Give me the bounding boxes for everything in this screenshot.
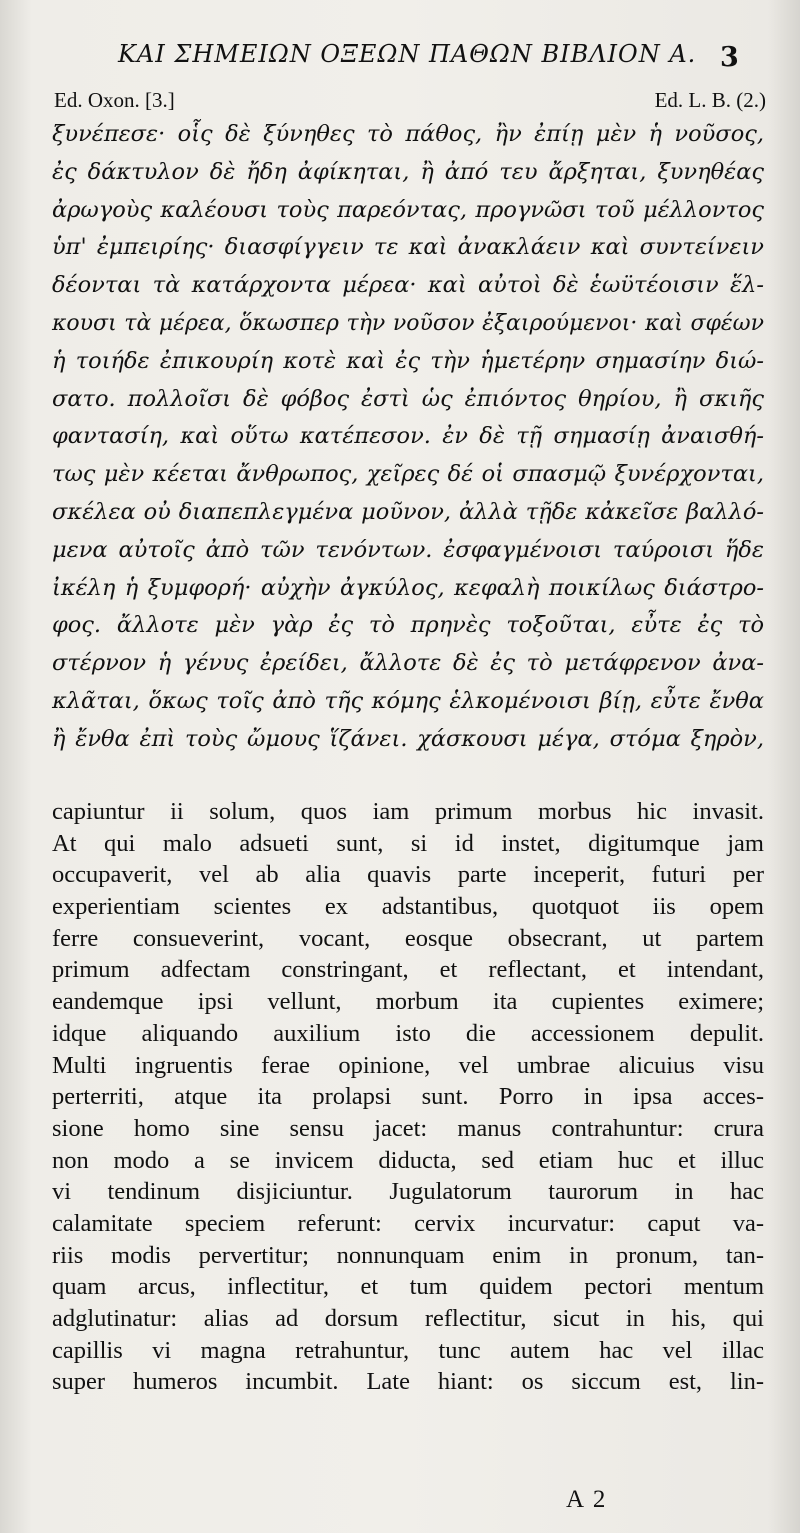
signature-mark: A 2 [566, 1486, 608, 1513]
page-number: 3 [720, 42, 739, 73]
latin-line: ferre consueverint, vocant, eosque obsecrant, ut partem [52, 924, 764, 952]
latin-line: Multi ingruentis ferae opinione, vel umbrae alicuius visu [52, 1051, 764, 1079]
greek-line: κουσι τὰ μέρεα, ὅκωσπερ τὴν νοῦσον ἐξαιρούμενοι· καὶ σφέων [52, 310, 764, 336]
latin-line: capiuntur ii solum, quos iam primum morbus hic invasit. [52, 798, 764, 825]
greek-line: ἢ ἔνθα ἐπὶ τοὺς ὤμους ἵζάνει. χάσκουσι μέγα, στόμα ξηρὸν, [52, 725, 764, 752]
greek-line: σκέλεα οὐ διαπεπλεγμένα μοῦνον, ἀλλὰ τῇδε κἀκεῖσε βαλλό- [52, 498, 764, 525]
running-head [0, 38, 800, 78]
greek-line: ἰκέλη ἡ ξυμφορή· αὐχὴν ἀγκύλος, κεφαλὴ ποικίλως διάστρο- [52, 574, 764, 601]
latin-line: perterriti, atque ita prolapsi sunt. Porro in ipsa acces- [52, 1083, 764, 1111]
latin-line: idque aliquando auxilium isto die accessionem depulit. [52, 1019, 764, 1047]
latin-translation [52, 796, 764, 1398]
latin-line: non modo a se invicem diducta, sed etiam huc et illuc [52, 1146, 764, 1174]
greek-line: κλᾶται, ὅκως τοῖς ἀπὸ τῆς κόμης ἑλκομένοισι βίῃ, εὖτε ἔνθα [52, 687, 764, 714]
latin-line: quam arcus, inflectitur, et tum quidem pectori mentum [52, 1273, 764, 1301]
latin-line: calamitate speciem referunt: cervix incurvatur: caput va- [52, 1209, 764, 1237]
latin-line: capillis vi magna retrahuntur, tunc autem hac vel illac [52, 1336, 764, 1364]
greek-line: ὑπ' ἐμπειρίης· διασφίγγειν τε καὶ ἀνακλάειν καὶ συντείνειν [52, 234, 764, 261]
latin-line: primum adfectam constringant, et reflectant, et intendant, [52, 956, 764, 984]
greek-text [52, 116, 764, 759]
leiden-edition-ref: Ed. L. B. (2.) [654, 88, 766, 112]
latin-line: adglutinatur: alias ad dorsum reflectitur, sicut in his, qui [52, 1305, 764, 1332]
latin-line: sione homo sine sensu jacet: manus contrahuntur: crura [52, 1114, 764, 1142]
greek-line: σατο. πολλοῖσι δὲ φόβος ἐστὶ ὡς ἐπιόντος θηρίου, ἢ σκιῆς [52, 385, 764, 412]
latin-line: occupaverit, vel ab alia quavis parte inceperit, futuri per [52, 861, 764, 889]
running-title: ΚΑΙ ΣΗΜΕΙΩΝ ΟΞΕΩΝ ΠΑΘΩΝ ΒΙΒΛΙΟΝ Α. [118, 40, 697, 68]
latin-line: experientiam scientes ex adstantibus, quotquot iis opem [52, 893, 764, 921]
latin-line: super humeros incumbit. Late hiant: os siccum est, lin- [52, 1368, 764, 1396]
latin-line: vi tendinum disjiciuntur. Jugulatorum taurorum in hac [52, 1178, 764, 1206]
oxford-edition-ref: Ed. Oxon. [3.] [54, 88, 175, 112]
greek-line: δέονται τὰ κατάρχοντα μέρεα· καὶ αὐτοὶ δὲ ἑωϋτέοισιν ἕλ- [52, 272, 764, 299]
greek-line: ξυνέπεσε· οἷς δὲ ξύνηθες τὸ πάθος, ἢν ἐπίῃ μὲν ἡ νοῦσος, [52, 121, 764, 147]
greek-line: φος. ἄλλοτε μὲν γὰρ ἐς τὸ πρηνὲς τοξοῦται, εὖτε ἐς τὸ [52, 612, 764, 639]
latin-line: eandemque ipsi vellunt, morbum ita cupientes eximere; [52, 988, 764, 1016]
latin-line: riis modis pervertitur; nonnunquam enim in pronum, tan- [52, 1241, 764, 1269]
latin-line: At qui malo adsueti sunt, si id instet, digitumque jam [52, 829, 764, 857]
greek-line: ἡ τοιήδε ἐπικουρίη κοτὲ καὶ ἐς τὴν ἡμετέρην σημασίην διώ- [52, 347, 764, 374]
greek-line: στέρνον ἡ γένυς ἐρείδει, ἄλλοτε δὲ ἐς τὸ μετάφρενον ἀνα- [52, 650, 764, 677]
greek-line: ἀρωγοὺς καλέουσι τοὺς παρεόντας, προγνῶσι τοῦ μέλλοντος [52, 196, 764, 223]
greek-line: τως μὲν κέεται ἄνθρωπος, χεῖρες δέ οἱ σπασμῷ ξυνέρχονται, [52, 461, 764, 488]
greek-line: φαντασίη, καὶ οὕτω κατέπεσον. ἐν δὲ τῇ σημασίῃ ἀναισθή- [52, 423, 764, 450]
edition-references [54, 88, 766, 116]
greek-line: ἐς δάκτυλον δὲ ἤδη ἀφίκηται, ἢ ἀπό τευ ἄρξηται, ξυνηθέας [52, 158, 764, 185]
greek-line: μενα αὐτοῖς ἀπὸ τῶν τενόντων. ἐσφαγμένοισι ταύροισι ἥδε [52, 536, 764, 563]
